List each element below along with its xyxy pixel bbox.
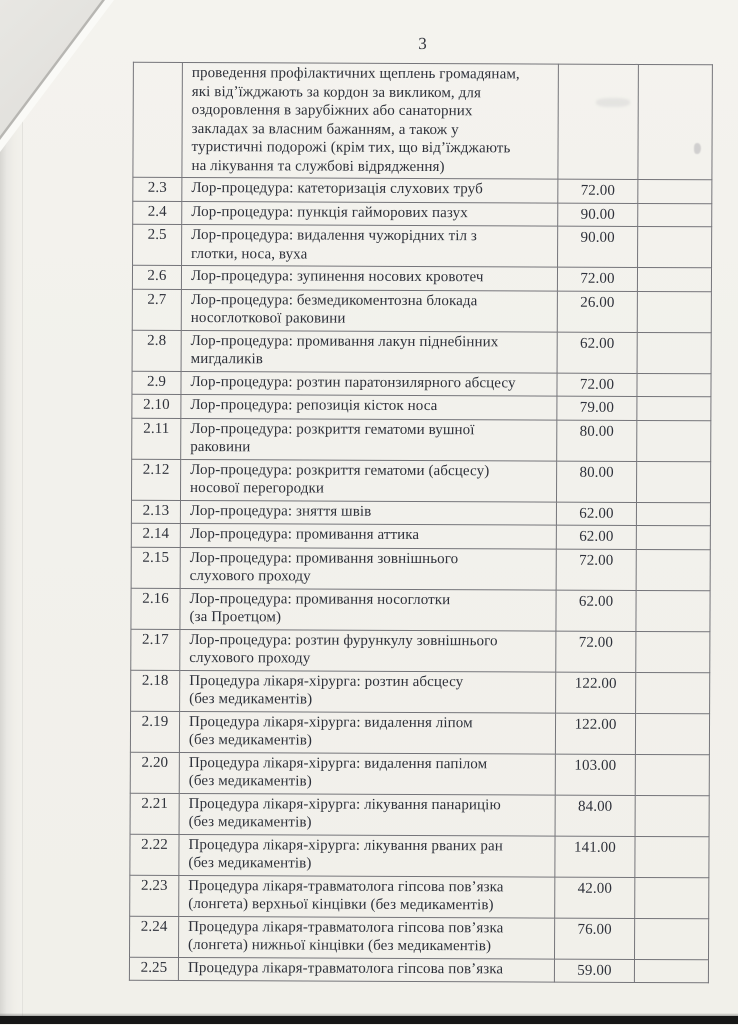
row-description-cell: Лор-процедура: пункція гайморових пазух bbox=[182, 201, 558, 226]
row-number-cell: 2.20 bbox=[130, 752, 179, 793]
page-number: 3 bbox=[418, 33, 427, 54]
table-row bbox=[132, 289, 711, 333]
row-number-cell: 2.21 bbox=[130, 793, 179, 834]
row-notes-cell bbox=[634, 918, 708, 959]
table-row bbox=[133, 224, 712, 268]
row-description-cell: Лор-процедура: розкриття гематоми вушної раковини bbox=[181, 418, 557, 461]
row-notes-cell bbox=[636, 461, 710, 502]
row-price-cell: 122.00 bbox=[556, 672, 636, 713]
row-number-cell: 2.7 bbox=[132, 289, 181, 330]
table-row bbox=[132, 418, 711, 462]
row-number-cell: 2.25 bbox=[129, 957, 178, 981]
row-description-cell: Лор-процедура: катеторизація слухових труб bbox=[182, 177, 558, 202]
row-number-cell: 2.6 bbox=[132, 265, 181, 289]
table-row bbox=[130, 916, 709, 960]
row-price-cell: 72.00 bbox=[557, 267, 637, 291]
row-description-cell: Лор-процедура: розтин фурункулу зовнішнього слухового проходу bbox=[180, 629, 556, 672]
row-price-cell: 62.00 bbox=[556, 525, 636, 549]
row-description-cell: Лор-процедура: зупинення носових кровотеч bbox=[181, 265, 557, 290]
row-number-cell: 2.13 bbox=[131, 500, 180, 524]
row-notes-cell bbox=[636, 590, 710, 631]
row-description-cell: Процедура лікаря-травматолога гіпсова пов’язка bbox=[178, 957, 554, 982]
table-row bbox=[130, 793, 709, 837]
row-notes-cell bbox=[635, 836, 709, 877]
row-price-cell: 42.00 bbox=[555, 877, 635, 918]
row-price-cell: 72.00 bbox=[556, 631, 636, 672]
procedures-price-table bbox=[129, 62, 713, 984]
scan-smudge bbox=[596, 98, 630, 107]
row-number-cell: 2.24 bbox=[130, 916, 179, 957]
row-notes-cell bbox=[635, 754, 709, 795]
row-notes-cell bbox=[637, 373, 711, 397]
table-row bbox=[130, 752, 709, 796]
row-description-cell: Процедура лікаря-хірурга: лікування рваних ран (без медикаментів) bbox=[179, 834, 555, 877]
table-row bbox=[131, 547, 710, 591]
table-row bbox=[131, 670, 710, 714]
row-number-cell bbox=[133, 62, 183, 177]
row-price-cell: 90.00 bbox=[558, 226, 638, 267]
row-description-cell: Процедура лікаря-хірурга: розтин абсцесу (без медикаментів) bbox=[180, 670, 556, 713]
row-number-cell: 2.17 bbox=[131, 629, 180, 670]
row-notes-cell bbox=[635, 795, 709, 836]
row-notes-cell bbox=[634, 959, 708, 983]
row-notes-cell bbox=[637, 267, 711, 291]
table-row bbox=[131, 500, 710, 526]
row-number-cell: 2.3 bbox=[133, 177, 182, 201]
table-row bbox=[131, 459, 710, 503]
row-price-cell: 103.00 bbox=[555, 754, 635, 795]
row-number-cell: 2.16 bbox=[131, 588, 180, 629]
row-number-cell: 2.11 bbox=[132, 418, 181, 459]
row-description-cell: Лор-процедура: промивання зовнішнього слухового проходу bbox=[180, 547, 556, 590]
table-row bbox=[133, 201, 712, 227]
row-number-cell: 2.5 bbox=[133, 224, 182, 265]
row-description-cell: проведення профілактичних щеплень громадянам, які від’їжджають за кордон за викликом, для оздоровлення в зарубіжних або санаторних закладах за власним бажанням, а також у туристичні подорожі (крім тих, що від’їжджають на лікування та службові відрядження) bbox=[182, 62, 558, 179]
row-notes-cell bbox=[637, 420, 711, 461]
row-description-cell: Процедура лікаря-хірурга: видалення папілом (без медикаментів) bbox=[179, 752, 555, 795]
row-description-cell: Лор-процедура: зняття швів bbox=[180, 500, 556, 525]
row-price-cell: 80.00 bbox=[557, 420, 637, 461]
row-notes-cell bbox=[637, 396, 711, 420]
table-row bbox=[130, 875, 709, 919]
row-price-cell: 26.00 bbox=[557, 291, 637, 332]
row-price-cell bbox=[558, 64, 639, 179]
row-price-cell: 62.00 bbox=[556, 590, 636, 631]
row-description-cell: Лор-процедура: безмедикоментозна блокада носоглоткової раковини bbox=[181, 289, 557, 332]
table-row bbox=[133, 62, 712, 180]
row-description-cell: Процедура лікаря-хірурга: видалення ліпом (без медикаментів) bbox=[179, 711, 555, 754]
row-price-cell: 72.00 bbox=[557, 373, 637, 397]
table-row bbox=[132, 394, 711, 420]
row-price-cell: 76.00 bbox=[555, 918, 635, 959]
row-number-cell: 2.12 bbox=[131, 459, 180, 500]
row-number-cell: 2.8 bbox=[132, 330, 181, 371]
row-number-cell: 2.14 bbox=[131, 523, 180, 547]
row-notes-cell bbox=[638, 203, 712, 227]
row-notes-cell bbox=[636, 631, 710, 672]
scanner-bottom-strip bbox=[0, 1016, 738, 1024]
table-row bbox=[131, 588, 710, 632]
table-row bbox=[130, 711, 709, 755]
row-number-cell: 2.9 bbox=[132, 371, 181, 395]
row-notes-cell bbox=[635, 877, 709, 918]
table-row bbox=[129, 957, 708, 983]
row-description-cell: Лор-процедура: промивання лакун піднебінних мигдаликів bbox=[181, 330, 557, 373]
row-notes-cell bbox=[638, 179, 712, 203]
row-description-cell: Процедура лікаря-хірурга: лікування панарицію (без медикаментів) bbox=[179, 793, 555, 836]
row-notes-cell bbox=[636, 672, 710, 713]
row-price-cell: 90.00 bbox=[558, 203, 638, 227]
row-price-cell: 72.00 bbox=[558, 179, 638, 203]
table-row bbox=[130, 834, 709, 878]
row-price-cell: 62.00 bbox=[556, 502, 636, 526]
row-number-cell: 2.23 bbox=[130, 875, 179, 916]
row-number-cell: 2.10 bbox=[132, 394, 181, 418]
row-notes-cell bbox=[638, 64, 713, 179]
row-price-cell: 62.00 bbox=[557, 332, 637, 373]
row-number-cell: 2.19 bbox=[130, 711, 179, 752]
row-price-cell: 84.00 bbox=[555, 795, 635, 836]
row-price-cell: 141.00 bbox=[555, 836, 635, 877]
row-number-cell: 2.22 bbox=[130, 834, 179, 875]
row-notes-cell bbox=[636, 525, 710, 549]
row-description-cell: Лор-процедура: розтин паратонзилярного абсцесу bbox=[181, 371, 557, 396]
row-price-cell: 59.00 bbox=[554, 959, 634, 983]
row-description-cell: Процедура лікаря-травматолога гіпсова пов’язка (лонгета) нижньої кінцівки (без медикаментів) bbox=[179, 916, 555, 959]
row-notes-cell bbox=[636, 502, 710, 526]
row-description-cell: Процедура лікаря-травматолога гіпсова пов’язка (лонгета) верхньої кінцівки (без медикаментів) bbox=[179, 875, 555, 918]
table-row bbox=[131, 523, 710, 549]
table-row bbox=[132, 371, 711, 397]
row-price-cell: 80.00 bbox=[556, 461, 636, 502]
row-description-cell: Лор-процедура: видалення чужорідних тіл з глотки, носа, вуха bbox=[182, 224, 558, 267]
row-notes-cell bbox=[635, 713, 709, 754]
row-notes-cell bbox=[637, 332, 711, 373]
row-description-cell: Лор-процедура: промивання носоглотки (за Проетцом) bbox=[180, 588, 556, 631]
row-price-cell: 72.00 bbox=[556, 549, 636, 590]
row-notes-cell bbox=[636, 549, 710, 590]
row-number-cell: 2.18 bbox=[131, 670, 180, 711]
row-description-cell: Лор-процедура: розкриття гематоми (абсцесу) носової перегородки bbox=[180, 459, 556, 502]
row-number-cell: 2.4 bbox=[133, 201, 182, 225]
row-description-cell: Лор-процедура: репозиція кісток носа bbox=[181, 394, 557, 419]
table-row bbox=[132, 330, 711, 374]
row-number-cell: 2.15 bbox=[131, 547, 180, 588]
row-notes-cell bbox=[637, 291, 711, 332]
row-notes-cell bbox=[638, 226, 712, 267]
table-row bbox=[132, 265, 711, 291]
row-price-cell: 122.00 bbox=[555, 713, 635, 754]
table-row bbox=[133, 177, 712, 203]
row-price-cell: 79.00 bbox=[557, 396, 637, 420]
row-description-cell: Лор-процедура: промивання аттика bbox=[180, 523, 556, 548]
table-body bbox=[129, 62, 712, 983]
table-row bbox=[131, 629, 710, 673]
